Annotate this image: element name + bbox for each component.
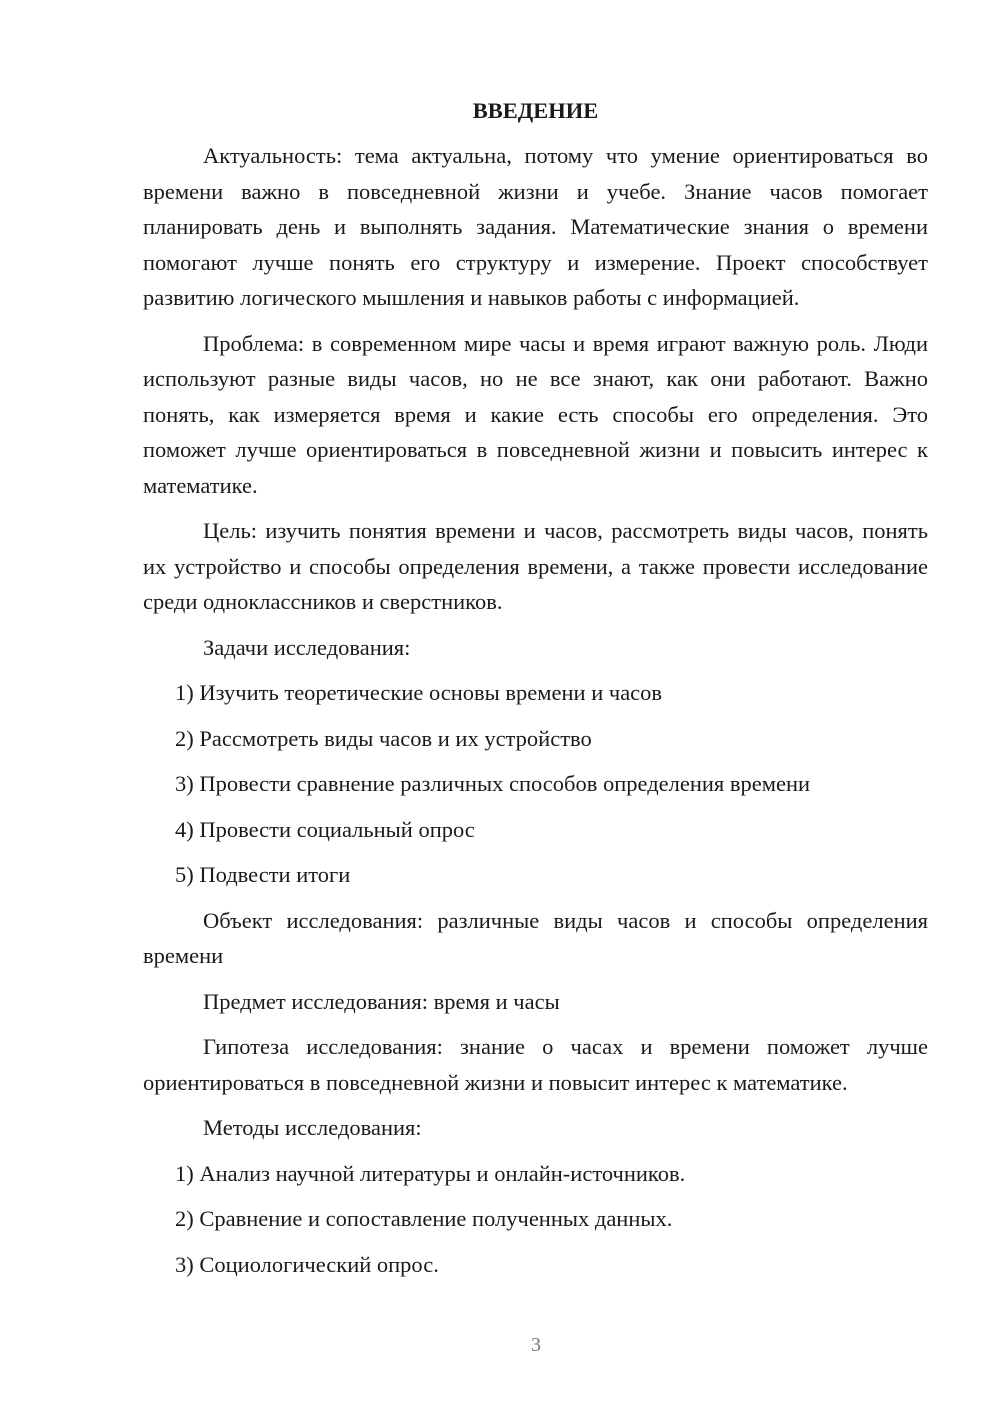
task-item: 1) Изучить теоретические основы времени и часов xyxy=(175,680,663,705)
goal-paragraph: Цель: изучить понятия времени и часов, рассмотреть виды часов, понять их устройство и способы определения времени, а также провести исследование среди одноклассников и сверстников. xyxy=(143,518,928,614)
subject-paragraph: Предмет исследования: время и часы xyxy=(203,988,560,1014)
problem-paragraph: Проблема: в современном мире часы и время играют важную роль. Люди используют разные виды часов, но не все знают, как они работают. Важно понять, как измеряется время и какие есть способы его определения. Это поможет лучше ориентироваться в повседневной жизни и повысить интерес к математике. xyxy=(143,330,928,498)
object-paragraph: Объект исследования: различные виды часов и способы определения времени xyxy=(143,907,928,968)
method-item: 2) Сравнение и сопоставление полученных данных. xyxy=(175,1206,673,1231)
method-item: 1) Анализ научной литературы и онлайн-источников. xyxy=(175,1160,686,1186)
task-item: 5) Подвести итоги xyxy=(175,862,351,887)
method-item: 3) Социологический опрос. xyxy=(175,1251,439,1277)
task-item: 3) Провести сравнение различных способов определения времени xyxy=(175,771,811,796)
methods-heading: Методы исследования: xyxy=(203,1115,422,1140)
task-item: 2) Рассмотреть виды часов и их устройство xyxy=(175,725,592,751)
hypothesis-paragraph: Гипотеза исследования: знание о часах и времени поможет лучше ориентироваться в повседневной жизни и повысит интерес к математике. xyxy=(143,1034,928,1095)
page-content xyxy=(143,96,928,1292)
page-number: 3 xyxy=(531,1334,541,1356)
relevance-paragraph: Актуальность: тема актуальна, потому что умение ориентироваться во времени важно в повседневной жизни и учебе. Знание часов помогает планировать день и выполнять задания. Математические знания о времени помогают лучше понять его структуру и измерение. Проект способствует развитию логического мышления и навыков работы с информацией. xyxy=(143,143,928,310)
tasks-heading: Задачи исследования: xyxy=(203,634,411,660)
page-title: ВВЕДЕНИЕ xyxy=(472,98,599,123)
task-item: 4) Провести социальный опрос xyxy=(175,816,475,842)
